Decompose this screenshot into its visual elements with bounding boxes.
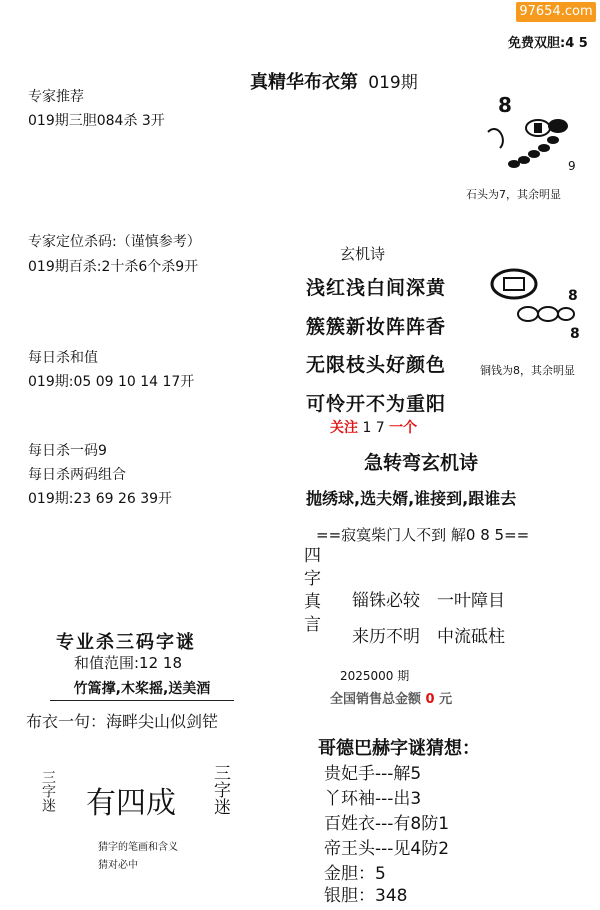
stone-illustration <box>478 92 588 174</box>
goethe-line-6: 银胆：348 <box>324 886 408 906</box>
poem-line-4: 可怜开不为重阳 <box>306 393 447 415</box>
poem-line-1: 浅红浅白间深黄 <box>306 277 447 299</box>
jizhuan-line: 抛绣球,选夫婿,谁接到,跟谁去 <box>306 489 517 508</box>
jizhuan-answer: ==寂寞柴门人不到 解0 8 5== <box>316 526 530 544</box>
sizi-row-2: 来历不明 中流砥柱 <box>352 627 505 647</box>
site-tag[interactable]: 97654.com <box>516 2 596 22</box>
sizi-vertical: 四字真言 <box>300 546 320 638</box>
svg-text:8: 8 <box>498 93 512 117</box>
kill-two: 每日杀两码组合 <box>28 467 126 483</box>
riddle-hint-1: 猜字的笔画和含义 <box>98 842 178 853</box>
riddle-hint-2: 猜对必中 <box>98 860 138 871</box>
kill-one: 每日杀一码9 <box>28 443 107 459</box>
free-double: 免费双胆:4 5 <box>508 36 588 51</box>
goethe-title: 哥德巴赫字谜猜想： <box>318 738 480 759</box>
position-line: 019期百杀:2十杀6个杀9开 <box>28 259 199 275</box>
daily-sum-line: 019期:05 09 10 14 17开 <box>28 374 195 390</box>
svg-text:8: 8 <box>568 288 578 304</box>
sum-range: 和值范围:12 18 <box>74 654 182 672</box>
buyi-line: 布衣一句：海畔尖山似剑铓 <box>26 712 219 731</box>
riddle-center: 有四成 <box>86 786 176 821</box>
goethe-line-1: 贵妃手---解5 <box>324 764 422 784</box>
expert-line: 019期三胆084杀 3开 <box>28 113 165 129</box>
expert-title: 专家推荐 <box>28 89 84 105</box>
goethe-line-2: 丫环袖---出3 <box>324 789 422 809</box>
coin-illustration <box>486 264 590 340</box>
follow-line: 关注 1 7 一个 <box>330 420 418 436</box>
pro-title: 专业杀三码字谜 <box>56 632 196 653</box>
kill-two-line: 019期:23 69 26 39开 <box>28 491 173 507</box>
goethe-line-3: 百姓衣---有8防1 <box>324 814 450 834</box>
coin-caption: 铜钱为8，其余明显 <box>480 364 575 377</box>
sizi-row-1: 锱铢必较 一叶障目 <box>352 591 505 611</box>
page-title: 真精华布衣第 019期 <box>250 72 418 93</box>
goethe-line-5: 金胆：5 <box>324 864 386 884</box>
riddle-right-vertical: 三字迷 <box>210 764 230 815</box>
issue-line: 2025000 期 <box>340 669 410 683</box>
daily-sum-title: 每日杀和值 <box>28 350 98 366</box>
svg-text:9: 9 <box>568 159 576 173</box>
riddle-left-vertical: 三字迷 <box>40 770 56 812</box>
poem-line-3: 无限枝头好颜色 <box>306 354 447 376</box>
pro-poem: 竹篙撑,木桨摇,送美酒 <box>50 678 234 701</box>
position-title: 专家定位杀码:（谨慎参考） <box>28 234 201 250</box>
xuanji-title: 玄机诗 <box>340 245 386 263</box>
sales-line: 全国销售总金额 0 元 <box>330 692 453 707</box>
stone-caption: 石头为7，其余明显 <box>466 188 561 201</box>
goethe-line-4: 帝王头---见4防2 <box>324 839 450 859</box>
svg-text:8: 8 <box>570 326 580 340</box>
poem-line-2: 簇簇新妆阵阵香 <box>306 316 447 338</box>
jizhuan-title: 急转弯玄机诗 <box>364 452 479 474</box>
